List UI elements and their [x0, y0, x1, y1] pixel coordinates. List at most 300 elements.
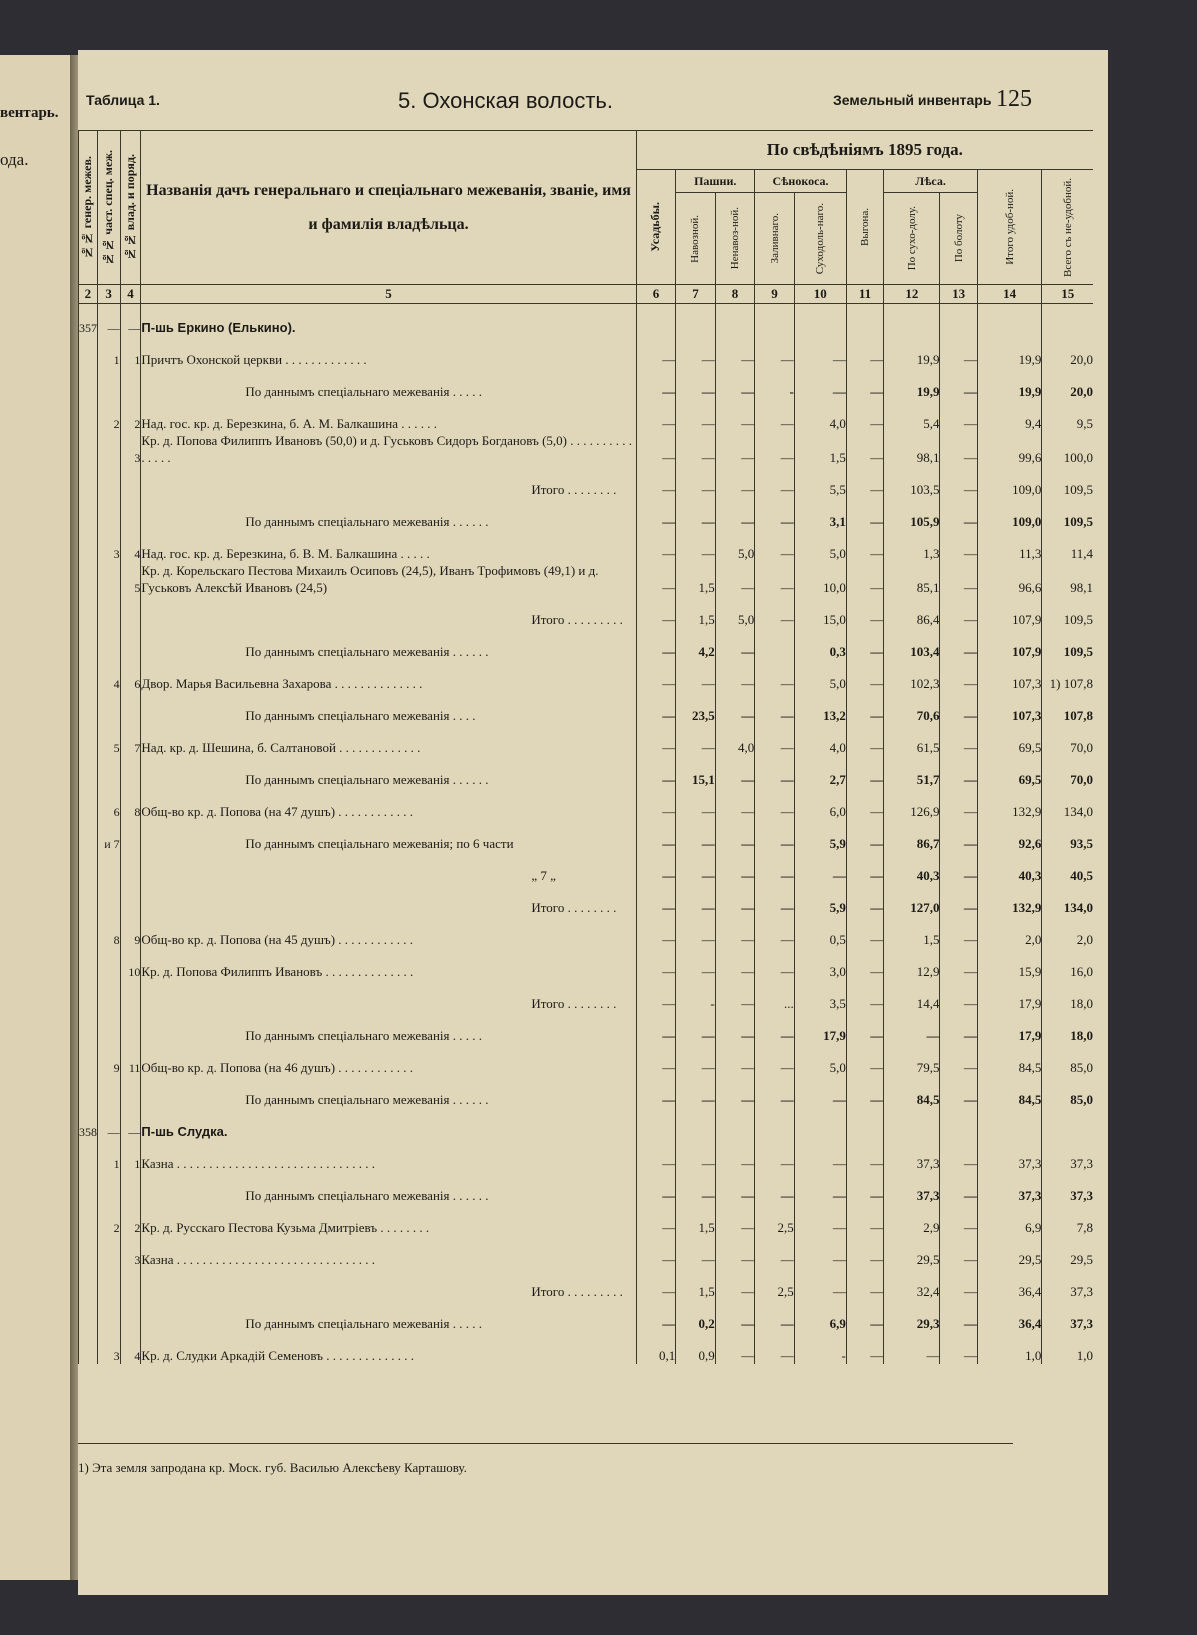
- cell-c2: [79, 1204, 98, 1236]
- cell-c2: [79, 692, 98, 724]
- cell-value-c15: 109,5: [1042, 498, 1093, 530]
- cell-value-c14: 96,6: [977, 562, 1042, 596]
- cell-value-c15: 37,3: [1042, 1140, 1093, 1172]
- cell-c2: [79, 628, 98, 660]
- cell-c3: [97, 628, 120, 660]
- cell-value-c8: —: [715, 466, 755, 498]
- cell-owner-name: По даннымъ спеціальнаго межеванія . . . . . .: [141, 756, 636, 788]
- table-row: [79, 1108, 1094, 1140]
- cell-value-c7: —: [676, 1012, 716, 1044]
- cell-value-c7: —: [676, 336, 716, 368]
- table-row: [79, 660, 1094, 692]
- cell-value-c7: 23,5: [676, 692, 716, 724]
- cell-value-c10: 15,0: [794, 596, 846, 628]
- cell-value-c14: 15,9: [977, 948, 1042, 980]
- cell-c2: [79, 432, 98, 466]
- cell-value-c15: 16,0: [1042, 948, 1093, 980]
- column-number: 14: [977, 285, 1042, 304]
- cell-value-c6: —: [636, 852, 676, 884]
- cell-value-c11: —: [846, 724, 883, 756]
- cell-value-c7: —: [676, 1172, 716, 1204]
- cell-c3: [97, 948, 120, 980]
- cell-value-c15: 134,0: [1042, 788, 1093, 820]
- cell-c3: —: [97, 304, 120, 336]
- cell-c4: 4: [120, 1332, 141, 1364]
- cell-c4: —: [120, 304, 141, 336]
- cell-owner-name: Казна . . . . . . . . . . . . . . . . . . . . . . . . . . . . . . .: [141, 1140, 636, 1172]
- cell-value-c11: —: [846, 660, 883, 692]
- cell-value-c6: —: [636, 820, 676, 852]
- cell-value-c7: —: [676, 530, 716, 562]
- cell-c2: [79, 980, 98, 1012]
- cell-c2: [79, 916, 98, 948]
- cell-owner-name: Итого . . . . . . . . .: [141, 596, 636, 628]
- cell-value-c11: —: [846, 368, 883, 400]
- cell-value-c12: 1,5: [884, 916, 940, 948]
- cell-value-c6: —: [636, 1012, 676, 1044]
- cell-c4: 6: [120, 660, 141, 692]
- cell-owner-name: Итого . . . . . . . .: [141, 980, 636, 1012]
- cell-value-c7: —: [676, 660, 716, 692]
- cell-value-c7: 1,5: [676, 596, 716, 628]
- cell-value-c12: 51,7: [884, 756, 940, 788]
- cell-c2: [79, 498, 98, 530]
- cell-value-c9: —: [755, 1044, 795, 1076]
- cell-c3: 9: [97, 1044, 120, 1076]
- table-label: Таблица 1.: [86, 92, 160, 108]
- cell-value-c14: 17,9: [977, 1012, 1042, 1044]
- cell-c2: [79, 466, 98, 498]
- cell-value-c7: —: [676, 1076, 716, 1108]
- cell-c4: 3: [120, 1236, 141, 1268]
- cell-value-c15: 9,5: [1042, 400, 1093, 432]
- cell-owner-name: П-шь Еркино (Елькино).: [141, 304, 636, 336]
- table-row: [79, 1332, 1094, 1364]
- table-row: [79, 724, 1094, 756]
- cell-value-c15: 70,0: [1042, 724, 1093, 756]
- cell-c2: [79, 756, 98, 788]
- cell-value-c13: [940, 1108, 977, 1140]
- cell-c2: [79, 724, 98, 756]
- cell-value-c7: 1,5: [676, 562, 716, 596]
- cell-value-c13: —: [940, 820, 977, 852]
- cell-value-c10: 1,5: [794, 432, 846, 466]
- cell-owner-name: Кр. д. Попова Филиппъ Ивановъ . . . . . . . . . . . . . .: [141, 948, 636, 980]
- cell-value-c12: 1,3: [884, 530, 940, 562]
- col-group-pashni: Пашни.: [676, 170, 755, 193]
- cell-c3: [97, 596, 120, 628]
- cell-value-c14: 132,9: [977, 788, 1042, 820]
- cell-value-c14: 109,0: [977, 498, 1042, 530]
- cell-owner-name: По даннымъ спеціальнаго межеванія . . . . .: [141, 1300, 636, 1332]
- cell-value-c14: 84,5: [977, 1076, 1042, 1108]
- cell-value-c11: —: [846, 1300, 883, 1332]
- cell-value-c12: [884, 1108, 940, 1140]
- cell-value-c8: —: [715, 980, 755, 1012]
- cell-value-c6: —: [636, 466, 676, 498]
- cell-value-c8: —: [715, 1012, 755, 1044]
- cell-value-c14: [977, 304, 1042, 336]
- cell-value-c8: —: [715, 916, 755, 948]
- cell-value-c11: —: [846, 916, 883, 948]
- cell-value-c6: —: [636, 1076, 676, 1108]
- col-head-name: Названія дачъ генеральнаго и спеціальнаго межеванія, званіе, имя и фамилія владѣльца.: [141, 131, 636, 285]
- cell-value-c9: —: [755, 820, 795, 852]
- cell-value-c10: 0,3: [794, 628, 846, 660]
- table-body: [79, 304, 1094, 1364]
- cell-c3: 8: [97, 916, 120, 948]
- cell-c3: [97, 692, 120, 724]
- cell-value-c12: 98,1: [884, 432, 940, 466]
- table-row: [79, 400, 1094, 432]
- cell-value-c7: 0,2: [676, 1300, 716, 1332]
- cell-owner-name: Итого . . . . . . . . .: [141, 1268, 636, 1300]
- cell-value-c9: —: [755, 916, 795, 948]
- cell-value-c15: 1,0: [1042, 1332, 1093, 1364]
- cell-c4: [120, 498, 141, 530]
- cell-c2: [79, 1140, 98, 1172]
- cell-value-c12: 127,0: [884, 884, 940, 916]
- cell-c3: 1: [97, 336, 120, 368]
- table-row: [79, 628, 1094, 660]
- cell-value-c14: 37,3: [977, 1172, 1042, 1204]
- cell-c4: [120, 596, 141, 628]
- table-row: [79, 692, 1094, 724]
- cell-value-c14: 1,0: [977, 1332, 1042, 1364]
- cell-value-c7: —: [676, 1044, 716, 1076]
- cell-value-c6: —: [636, 1172, 676, 1204]
- cell-value-c14: 92,6: [977, 820, 1042, 852]
- table-row: [79, 1172, 1094, 1204]
- cell-c4: 8: [120, 788, 141, 820]
- cell-c4: [120, 1012, 141, 1044]
- cell-value-c10: 3,0: [794, 948, 846, 980]
- column-number: 4: [120, 285, 141, 304]
- cell-value-c9: —: [755, 788, 795, 820]
- cell-value-c10: —: [794, 368, 846, 400]
- cell-value-c9: —: [755, 1332, 795, 1364]
- cell-value-c15: 40,5: [1042, 852, 1093, 884]
- cell-value-c7: 1,5: [676, 1268, 716, 1300]
- cell-c4: [120, 1300, 141, 1332]
- cell-value-c8: —: [715, 788, 755, 820]
- table-row: [79, 562, 1094, 596]
- cell-value-c13: —: [940, 724, 977, 756]
- cell-owner-name: Причтъ Охонской церкви . . . . . . . . . . . . .: [141, 336, 636, 368]
- cell-value-c10: —: [794, 1236, 846, 1268]
- cell-value-c8: —: [715, 336, 755, 368]
- cell-value-c10: 4,0: [794, 400, 846, 432]
- cell-owner-name: Двор. Марья Васильевна Захарова . . . . . . . . . . . . . .: [141, 660, 636, 692]
- cell-owner-name: Кр. д. Попова Филиппъ Ивановъ (50,0) и д. Гуськовъ Сидоръ Богдановъ (5,0) . . . . . . . . . . . . . . .: [141, 432, 636, 466]
- cell-value-c10: 5,5: [794, 466, 846, 498]
- cell-c4: [120, 368, 141, 400]
- cell-value-c9: —: [755, 498, 795, 530]
- cell-value-c10: 4,0: [794, 724, 846, 756]
- table-row: [79, 1204, 1094, 1236]
- cell-c3: [97, 1012, 120, 1044]
- cell-value-c11: —: [846, 432, 883, 466]
- cell-c3: [97, 980, 120, 1012]
- cell-c3: —: [97, 1108, 120, 1140]
- cell-value-c6: —: [636, 916, 676, 948]
- cell-value-c10: 5,9: [794, 820, 846, 852]
- cell-value-c12: 2,9: [884, 1204, 940, 1236]
- cell-value-c13: —: [940, 948, 977, 980]
- cell-value-c12: —: [884, 1012, 940, 1044]
- column-number: 11: [846, 285, 883, 304]
- cell-c4: 7: [120, 724, 141, 756]
- cell-value-c11: —: [846, 1172, 883, 1204]
- cell-c4: [120, 628, 141, 660]
- cell-value-c7: —: [676, 466, 716, 498]
- cell-value-c11: [846, 1108, 883, 1140]
- cell-value-c11: —: [846, 562, 883, 596]
- cell-value-c13: —: [940, 1236, 977, 1268]
- cell-c3: 4: [97, 660, 120, 692]
- cell-value-c15: 37,3: [1042, 1172, 1093, 1204]
- left-page-fragment: [0, 55, 77, 1580]
- cell-c2: [79, 1044, 98, 1076]
- cell-value-c9: [755, 1108, 795, 1140]
- cell-value-c7: —: [676, 1236, 716, 1268]
- cell-value-c15: 20,0: [1042, 336, 1093, 368]
- cell-value-c11: —: [846, 1140, 883, 1172]
- cell-value-c7: —: [676, 948, 716, 980]
- cell-value-c8: —: [715, 1140, 755, 1172]
- cell-value-c13: —: [940, 1076, 977, 1108]
- cell-c2: [79, 1172, 98, 1204]
- table-row: [79, 1044, 1094, 1076]
- cell-value-c15: 2,0: [1042, 916, 1093, 948]
- cell-value-c9: —: [755, 1172, 795, 1204]
- cell-value-c6: —: [636, 628, 676, 660]
- cell-c3: [97, 432, 120, 466]
- cell-c3: 2: [97, 1204, 120, 1236]
- cell-value-c9: 2,5: [755, 1268, 795, 1300]
- cell-value-c7: [676, 1108, 716, 1140]
- cell-owner-name: Кр. д. Корельскаго Пестова Михаилъ Осиповъ (24,5), Иванъ Трофимовъ (49,1) и д. Гуськовъ Алексѣй Ивановъ (24,5): [141, 562, 636, 596]
- cell-value-c10: 5,0: [794, 530, 846, 562]
- table-row: [79, 466, 1094, 498]
- cell-value-c15: 18,0: [1042, 1012, 1093, 1044]
- cell-owner-name: Общ-во кр. д. Попова (на 47 душъ) . . . . . . . . . . . .: [141, 788, 636, 820]
- cell-value-c6: —: [636, 530, 676, 562]
- cell-value-c10: 5,0: [794, 1044, 846, 1076]
- cell-value-c12: 12,9: [884, 948, 940, 980]
- cell-owner-name: Общ-во кр. д. Попова (на 46 душъ) . . . . . . . . . . . .: [141, 1044, 636, 1076]
- cell-value-c6: —: [636, 980, 676, 1012]
- cell-value-c6: —: [636, 1236, 676, 1268]
- cell-value-c11: —: [846, 1204, 883, 1236]
- cell-c2: [79, 852, 98, 884]
- cell-value-c9: —: [755, 1236, 795, 1268]
- cell-value-c12: 19,9: [884, 336, 940, 368]
- cell-c3: 3: [97, 1332, 120, 1364]
- cell-value-c12: 19,9: [884, 368, 940, 400]
- cell-value-c9: —: [755, 1076, 795, 1108]
- column-number: 8: [715, 285, 755, 304]
- cell-value-c11: —: [846, 1268, 883, 1300]
- cell-value-c11: —: [846, 980, 883, 1012]
- cell-value-c11: —: [846, 628, 883, 660]
- cell-value-c6: —: [636, 596, 676, 628]
- cell-value-c6: —: [636, 562, 676, 596]
- table-row: [79, 884, 1094, 916]
- cell-value-c13: —: [940, 916, 977, 948]
- cell-value-c9: —: [755, 432, 795, 466]
- cell-value-c11: —: [846, 1332, 883, 1364]
- cell-c3: [97, 562, 120, 596]
- cell-value-c8: [715, 304, 755, 336]
- cell-value-c6: —: [636, 724, 676, 756]
- cell-value-c13: —: [940, 1268, 977, 1300]
- cell-value-c6: —: [636, 948, 676, 980]
- col-group-lesa: Лѣса.: [884, 170, 978, 193]
- cell-value-c9: —: [755, 336, 795, 368]
- cell-value-c8: —: [715, 1172, 755, 1204]
- cell-value-c7: —: [676, 368, 716, 400]
- cell-value-c12: 37,3: [884, 1172, 940, 1204]
- cell-value-c11: —: [846, 756, 883, 788]
- cell-owner-name: Кр. д. Русскаго Пестова Кузьма Дмитріевъ . . . . . . . .: [141, 1204, 636, 1236]
- cell-value-c10: 3,1: [794, 498, 846, 530]
- cell-c4: 1: [120, 336, 141, 368]
- column-number: 13: [940, 285, 977, 304]
- cell-owner-name: По даннымъ спеціальнаго межеванія; по 6 части: [141, 820, 636, 852]
- col-head-c2: №№ генер. межев.: [79, 131, 98, 285]
- cell-value-c8: —: [715, 948, 755, 980]
- footnote: 1) Эта земля запродана кр. Моск. губ. Василью Алексѣеву Карташову.: [78, 1460, 467, 1475]
- cell-value-c9: —: [755, 692, 795, 724]
- cell-value-c14: 84,5: [977, 1044, 1042, 1076]
- cell-c4: [120, 884, 141, 916]
- cell-value-c7: -: [676, 980, 716, 1012]
- cell-c2: [79, 400, 98, 432]
- inventory-table: [78, 130, 1093, 1364]
- cell-value-c9: [755, 628, 795, 660]
- table-row: [79, 530, 1094, 562]
- table-row: [79, 980, 1094, 1012]
- cell-value-c13: —: [940, 756, 977, 788]
- cell-value-c7: —: [676, 498, 716, 530]
- cell-value-c15: 7,8: [1042, 1204, 1093, 1236]
- inventory-label: Земельный инвентарь: [833, 92, 992, 108]
- cell-c3: [97, 1076, 120, 1108]
- col-head-c8: Ненавоз-ной.: [715, 193, 755, 285]
- table-row: [79, 756, 1094, 788]
- cell-c3: [97, 1236, 120, 1268]
- cell-value-c7: [676, 304, 716, 336]
- cell-value-c14: [977, 1108, 1042, 1140]
- cell-value-c6: 0,1: [636, 1332, 676, 1364]
- cell-value-c9: —: [755, 948, 795, 980]
- cell-value-c12: 103,5: [884, 466, 940, 498]
- cell-value-c7: —: [676, 852, 716, 884]
- cell-value-c9: 2,5: [755, 1204, 795, 1236]
- cell-value-c13: —: [940, 530, 977, 562]
- cell-value-c8: —: [715, 1076, 755, 1108]
- cell-value-c8: —: [715, 1236, 755, 1268]
- cell-value-c8: —: [715, 1300, 755, 1332]
- cell-value-c6: —: [636, 1044, 676, 1076]
- table-row: [79, 432, 1094, 466]
- col-head-c3: №№ част. спец. меж.: [97, 131, 120, 285]
- cell-value-c11: —: [846, 820, 883, 852]
- cell-value-c9: —: [755, 562, 795, 596]
- cell-value-c6: [636, 304, 676, 336]
- column-number-row: [79, 285, 1094, 304]
- cell-value-c13: —: [940, 980, 977, 1012]
- cell-value-c15: [1042, 1108, 1093, 1140]
- cell-c4: 1: [120, 1140, 141, 1172]
- cell-value-c13: —: [940, 1012, 977, 1044]
- column-number: 15: [1042, 285, 1093, 304]
- cell-c2: [79, 1236, 98, 1268]
- cell-c4: 2: [120, 400, 141, 432]
- cell-value-c15: 1) 107,8: [1042, 660, 1093, 692]
- cell-value-c13: —: [940, 1172, 977, 1204]
- cell-value-c13: —: [940, 432, 977, 466]
- cell-c2: 358: [79, 1108, 98, 1140]
- cell-value-c12: 32,4: [884, 1268, 940, 1300]
- cell-value-c7: —: [676, 1140, 716, 1172]
- cell-value-c14: 69,5: [977, 724, 1042, 756]
- cell-value-c14: 132,9: [977, 884, 1042, 916]
- cell-c4: [120, 756, 141, 788]
- cell-value-c10: —: [794, 1140, 846, 1172]
- cell-c4: 3: [120, 432, 141, 466]
- cell-c4: [120, 1268, 141, 1300]
- cell-value-c8: —: [715, 820, 755, 852]
- cell-c3: [97, 884, 120, 916]
- cell-value-c10: —: [794, 1268, 846, 1300]
- cell-value-c7: 15,1: [676, 756, 716, 788]
- cell-value-c10: 6,0: [794, 788, 846, 820]
- cell-value-c10: 10,0: [794, 562, 846, 596]
- cell-value-c12: 86,4: [884, 596, 940, 628]
- cell-value-c9: —: [755, 400, 795, 432]
- cell-value-c9: -: [755, 368, 795, 400]
- cell-value-c7: —: [676, 916, 716, 948]
- cell-value-c12: 85,1: [884, 562, 940, 596]
- cell-owner-name: Кр. д. Слудки Аркадій Семеновъ . . . . . . . . . . . . . .: [141, 1332, 636, 1364]
- cell-value-c14: 36,4: [977, 1268, 1042, 1300]
- cell-value-c15: 107,8: [1042, 692, 1093, 724]
- cell-value-c15: 109,5: [1042, 466, 1093, 498]
- cell-owner-name: П-шь Слудка.: [141, 1108, 636, 1140]
- table-row: [79, 788, 1094, 820]
- cell-value-c11: [846, 304, 883, 336]
- col-head-c15: Всего съ не-удобной.: [1042, 170, 1093, 285]
- table-row: [79, 1268, 1094, 1300]
- cell-value-c12: 102,3: [884, 660, 940, 692]
- cell-c2: [79, 1332, 98, 1364]
- page-title: 5. Охонская волость.: [398, 88, 613, 113]
- cell-owner-name: По даннымъ спеціальнаго межеванія . . . .: [141, 692, 636, 724]
- cell-value-c12: 5,4: [884, 400, 940, 432]
- cell-c4: [120, 980, 141, 1012]
- cell-value-c13: —: [940, 660, 977, 692]
- cell-value-c10: —: [794, 852, 846, 884]
- cell-value-c14: 9,4: [977, 400, 1042, 432]
- table-row: [79, 948, 1094, 980]
- cell-c3: [97, 368, 120, 400]
- cell-c3: [97, 852, 120, 884]
- cell-value-c14: 19,9: [977, 336, 1042, 368]
- cell-value-c10: —: [794, 336, 846, 368]
- cell-c3: [97, 1172, 120, 1204]
